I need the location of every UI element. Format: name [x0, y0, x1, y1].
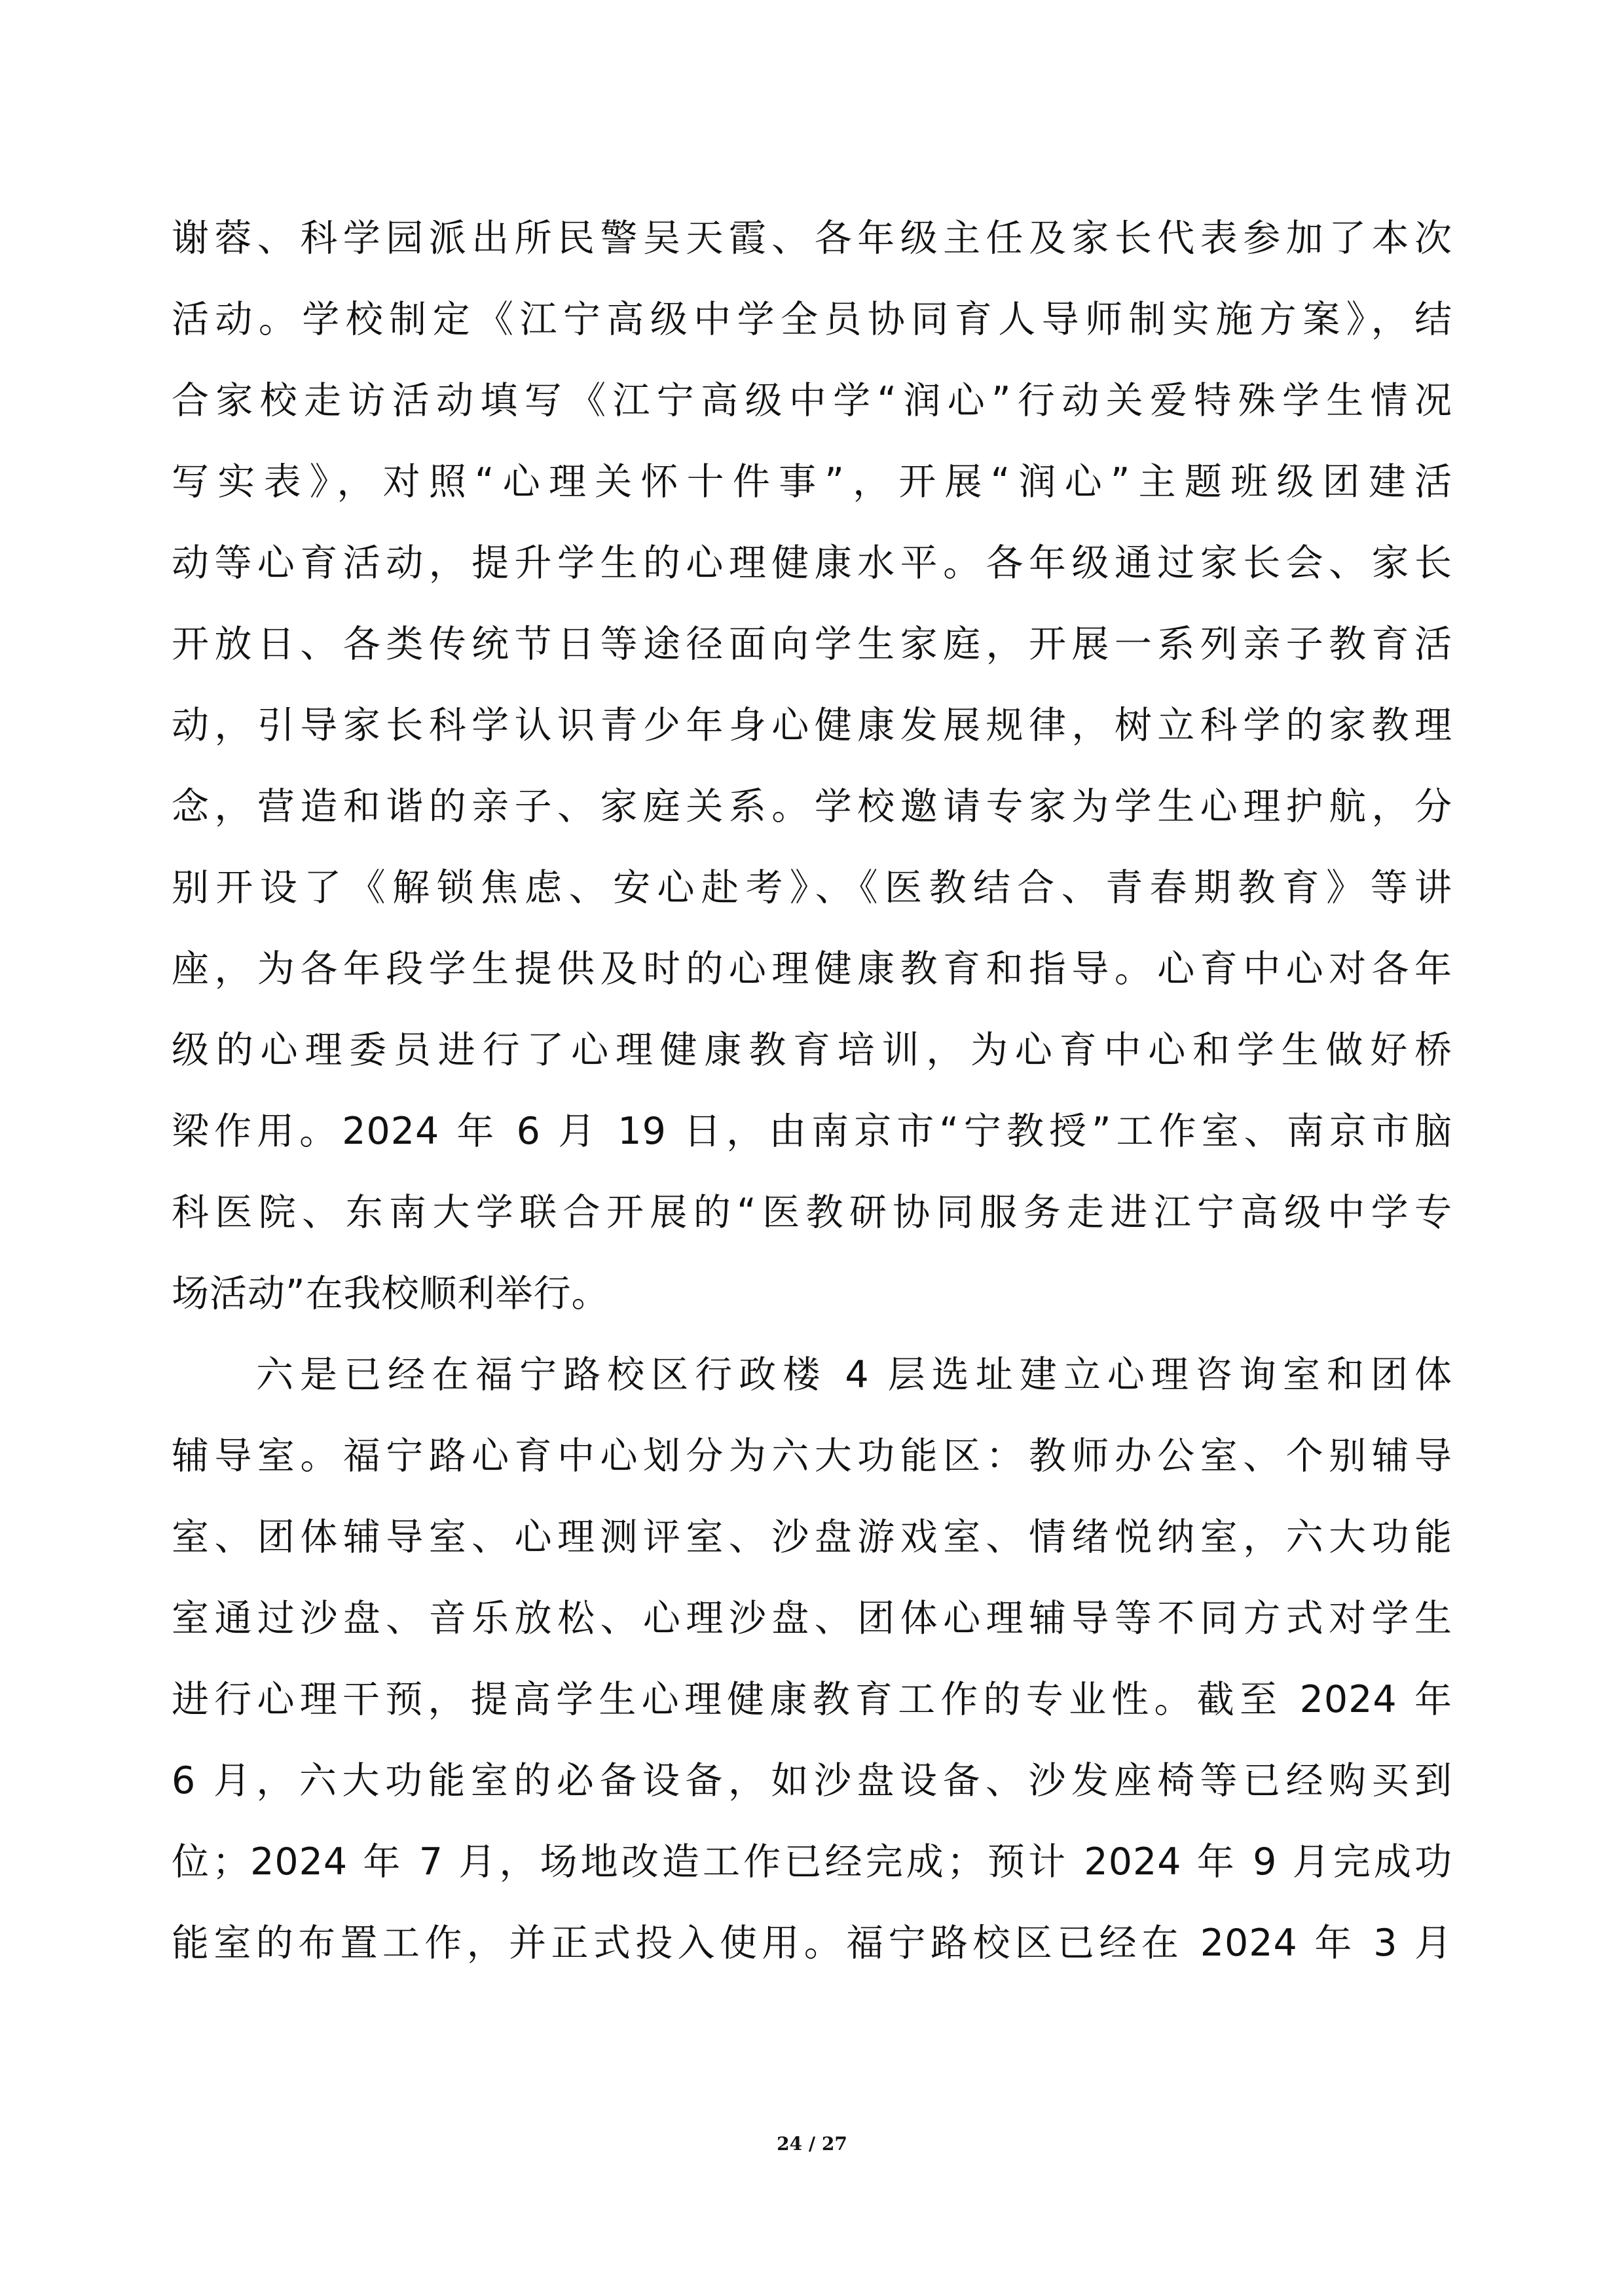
text-line: 6 月，六大功能室的必备设备，如沙盘设备、沙发座椅等已经购买到	[172, 1759, 1452, 1802]
text-line: 动等心育活动，提升学生的心理健康水平。各年级通过家长会、家长	[172, 541, 1452, 585]
text-line: 座，为各年段学生提供及时的心理健康教育和指导。心育中心对各年	[172, 947, 1452, 991]
text-line: 辅导室。福宁路心育中心划分为六大功能区：教师办公室、个别辅导	[172, 1434, 1452, 1478]
text-line: 活动。学校制定《江宁高级中学全员协同育人导师制实施方案》，结	[172, 298, 1452, 341]
paragraph-first-line: 六是已经在福宁路校区行政楼 4 层选址建立心理咨询室和团体	[256, 1353, 1452, 1396]
text-line: 念，营造和谐的亲子、家庭关系。学校邀请专家为学生心理护航，分	[172, 785, 1452, 828]
text-line: 合家校走访活动填写《江宁高级中学“润心”行动关爱特殊学生情况	[172, 379, 1452, 422]
text-line: 谢蓉、科学园派出所民警吴天霞、各年级主任及家长代表参加了本次	[172, 217, 1452, 260]
text-line: 位；2024 年 7 月，场地改造工作已经完成；预计 2024 年 9 月完成功	[172, 1840, 1452, 1884]
text-line: 动，引导家长科学认识青少年身心健康发展规律，树立科学的家教理	[172, 704, 1452, 747]
text-line: 场活动”在我校顺利举行。	[172, 1272, 610, 1315]
text-line: 写实表》，对照“心理关怀十件事”，开展“润心”主题班级团建活	[172, 460, 1452, 503]
text-line: 进行心理干预，提高学生心理健康教育工作的专业性。截至 2024 年	[172, 1678, 1452, 1721]
text-line: 级的心理委员进行了心理健康教育培训，为心育中心和学生做好桥	[172, 1029, 1452, 1072]
text-line: 能室的布置工作，并正式投入使用。福宁路校区已经在 2024 年 3 月	[172, 1922, 1452, 1965]
text-line: 梁作用。2024 年 6 月 19 日，由南京市“宁教授”工作室、南京市脑	[172, 1110, 1452, 1153]
text-line: 别开设了《解锁焦虑、安心赴考》、《医教结合、青春期教育》等讲	[172, 866, 1452, 909]
page-number: 24 / 27	[777, 2133, 847, 2155]
text-line: 室通过沙盘、音乐放松、心理沙盘、团体心理辅导等不同方式对学生	[172, 1597, 1452, 1640]
text-line: 室、团体辅导室、心理测评室、沙盘游戏室、情绪悦纳室，六大功能	[172, 1516, 1452, 1559]
text-line: 开放日、各类传统节日等途径面向学生家庭，开展一系列亲子教育活	[172, 623, 1452, 666]
text-line: 科医院、东南大学联合开展的“医教研协同服务走进江宁高级中学专	[172, 1191, 1452, 1234]
